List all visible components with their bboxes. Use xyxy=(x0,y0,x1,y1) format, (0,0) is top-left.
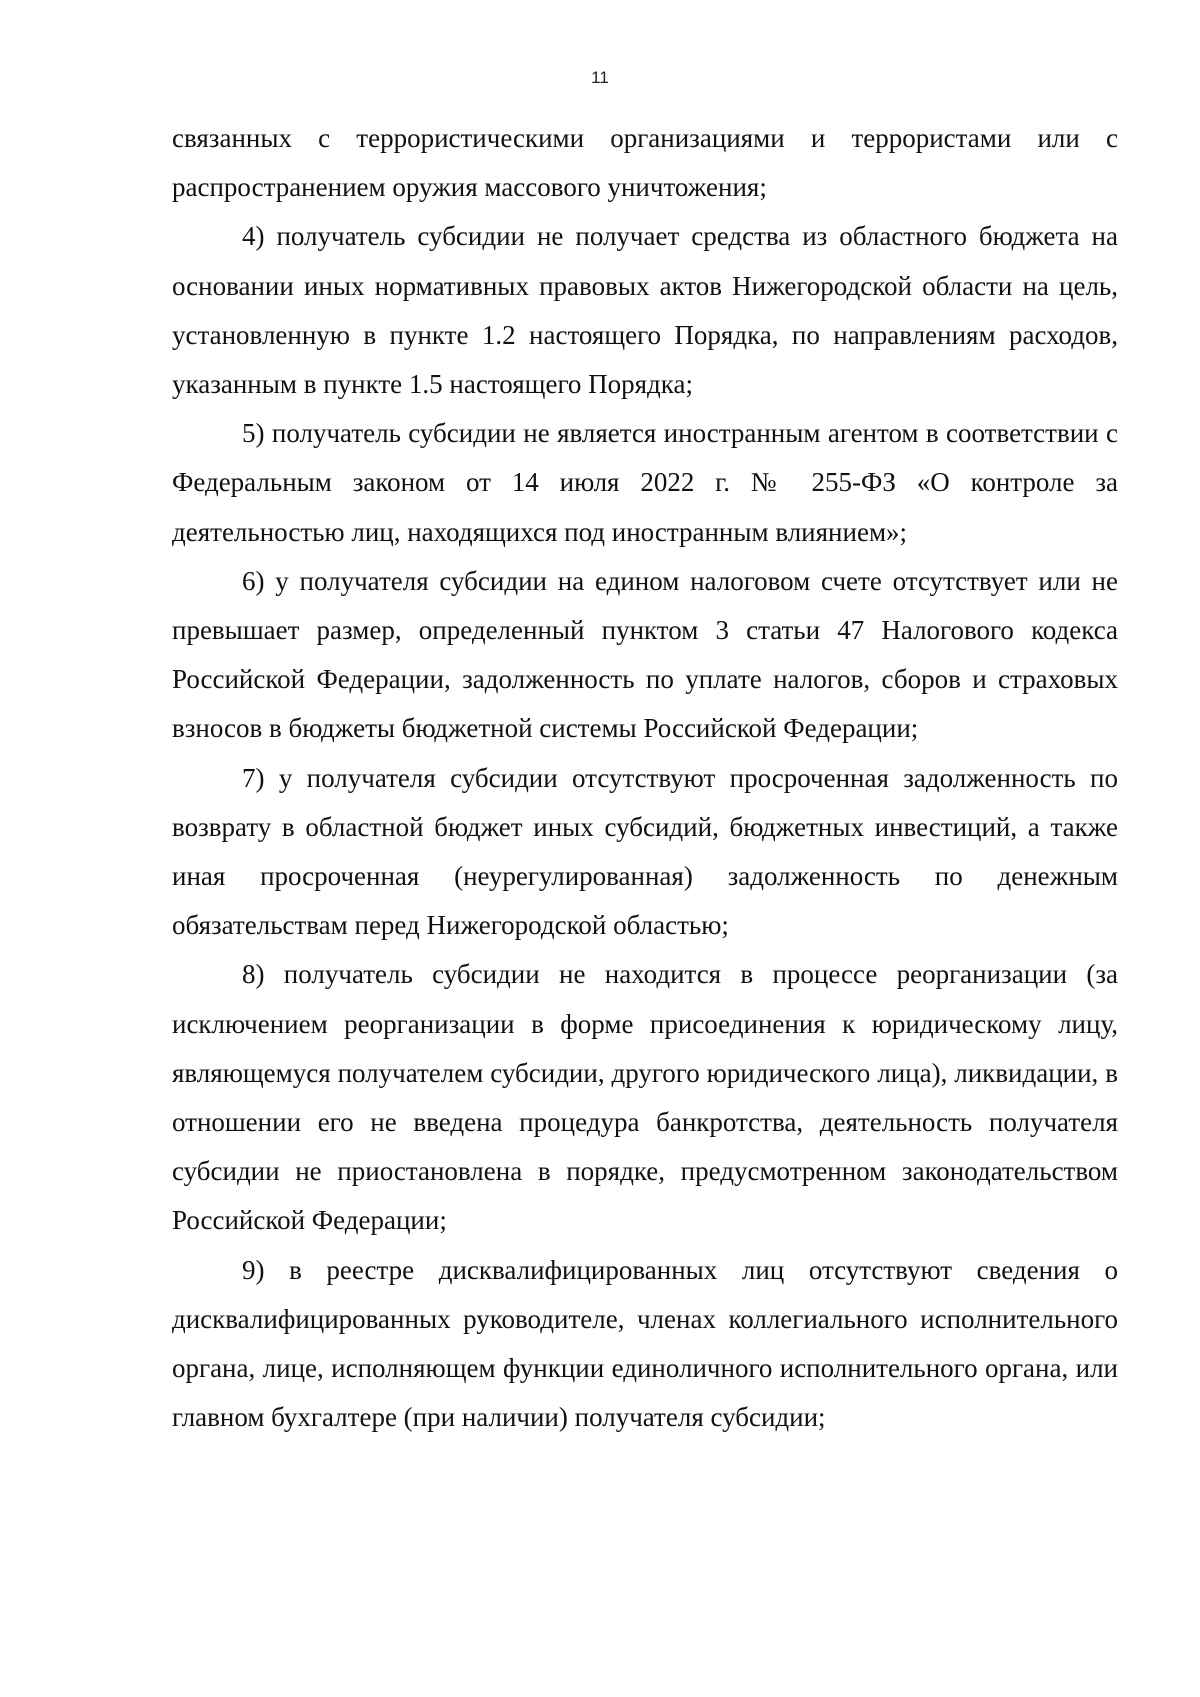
paragraph-item-8: 8) получатель субсидии не находится в процессе реорганизации (за исключением реорганизации в форме присоединения к юридическому лицу, являющемуся получателем субсидии, другого юридического лица), ликвидации, в отношении его не введена процедура банкротства, деятельность получателя субсидии не приостановлена в порядке, предусмотренном законодательством Российской Федерации; xyxy=(172,959,1118,1236)
paragraph-item-5: 5) получатель субсидии не является иностранным агентом в соответствии с Федеральным законом от 14 июля 2022 г. № 255-ФЗ «О контроле за деятельностью лиц, находящихся под иностранным влиянием»; xyxy=(172,418,1118,547)
paragraph-item-7: 7) у получателя субсидии отсутствуют просроченная задолженность по возврату в областной бюджет иных субсидий, бюджетных инвестиций, а также иная просроченная (неурегулированная) задолженность по денежным обязательствам перед Нижегородской областью; xyxy=(172,762,1118,941)
page-number: 11 xyxy=(591,68,609,87)
paragraph-item-9: 9) в реестре дисквалифицированных лиц отсутствуют сведения о дисквалифицированных руководителе, членах коллегиального исполнительного органа, лице, исполняющем функции единоличного исполнительного органа, или главном бухгалтере (при наличии) получателя субсидии; xyxy=(172,1254,1118,1433)
paragraph-item-6: 6) у получателя субсидии на едином налоговом счете отсутствует или не превышает размер, определенный пунктом 3 статьи 47 Налогового кодекса Российской Федерации, задолженность по уплате налогов, сборов и страховых взносов в бюджеты бюджетной системы Российской Федерации; xyxy=(172,565,1118,744)
paragraph-continuation: связанных с террористическими организациями и террористами или с распространением оружия массового уничтожения; xyxy=(172,123,1118,203)
document-body xyxy=(172,114,1118,1442)
paragraph-item-4: 4) получатель субсидии не получает средства из областного бюджета на основании иных нормативных правовых актов Нижегородской области на цель, установленную в пункте 1.2 настоящего Порядка, по направлениям расходов, указанным в пункте 1.5 настоящего Порядка; xyxy=(172,221,1118,400)
